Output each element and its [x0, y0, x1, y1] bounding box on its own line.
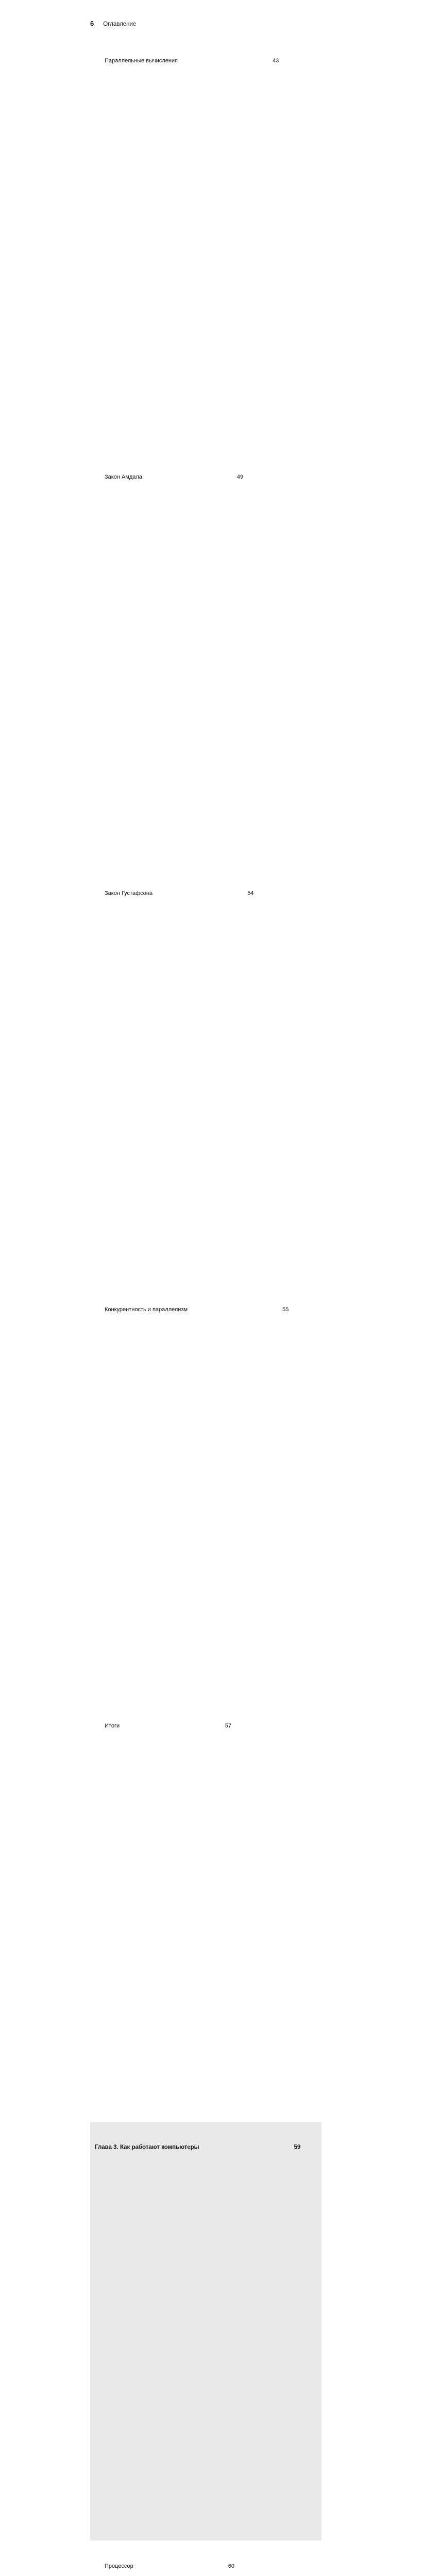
- toc-entry-label: Процессор: [105, 2563, 133, 2569]
- toc-entry[interactable]: [90, 1704, 322, 2116]
- toc-entry-page: 54: [247, 890, 254, 896]
- page-header: [90, 20, 322, 27]
- chapter-heading-3[interactable]: [90, 2122, 322, 2540]
- toc-entry-page: 43: [273, 58, 279, 64]
- toc-entry-label: Конкурентность и параллелизм: [105, 1307, 188, 1313]
- toc-entry-label: Параллельные вычисления: [105, 58, 178, 64]
- toc-entry-page: 60: [228, 2563, 235, 2569]
- toc-entry-label: Итоги: [105, 1723, 120, 1729]
- toc-entry-page: 55: [282, 1307, 289, 1313]
- toc-entry[interactable]: [90, 39, 322, 451]
- toc-entry[interactable]: [90, 2544, 322, 2576]
- toc-entry[interactable]: [90, 1287, 322, 1700]
- toc-entry-label: Закон Амдала: [105, 474, 142, 480]
- running-head: Оглавление: [103, 21, 137, 27]
- toc-entry-label: Закон Густафсона: [105, 890, 153, 896]
- toc-entry[interactable]: [90, 871, 322, 1283]
- table-of-contents: [90, 39, 322, 2576]
- toc-entry-page: 49: [236, 474, 244, 480]
- toc-entry[interactable]: [90, 455, 322, 867]
- toc-entry-page: 57: [225, 1723, 231, 1729]
- chapter-page: 59: [294, 2144, 301, 2150]
- page-number: 6: [90, 20, 94, 27]
- chapter-title: Глава 3. Как работают компьютеры: [95, 2144, 199, 2150]
